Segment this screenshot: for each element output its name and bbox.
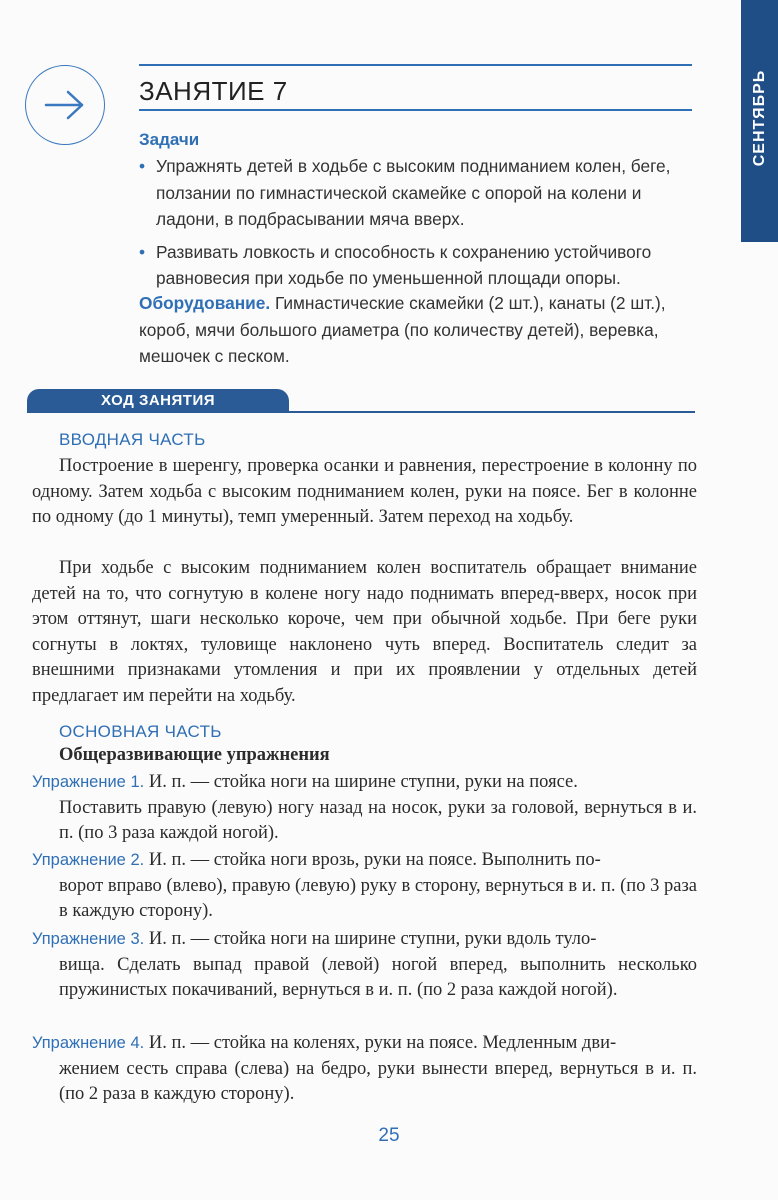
exercise-label: Упражнение 3. bbox=[32, 930, 145, 948]
tasks-list bbox=[139, 153, 699, 298]
title-bottom-rule bbox=[139, 109, 692, 111]
exercise-text-start: И. п. — стойка ноги врозь, руки на поясе. Выполнить по- bbox=[148, 850, 601, 870]
exercise-text-rest: Поставить правую (левую) ногу назад на носок, руки за головой, вернуться в и. п. (по 3 раза каждой ногой). bbox=[59, 797, 697, 843]
task-item: • Развивать ловкость и способность к сохранению устойчивого равновесия при ходьбе по уменьшенной площади опоры. bbox=[139, 239, 699, 292]
intro-paragraph-2: При ходьбе с высоким подниманием колен воспитатель обращает внимание детей на то, что согнутую в колене ногу надо поднимать вперед-вверх, носок при этом оттянут, шаги несколько короче, чем при обычной ходьбе. При беге руки согнуты в локтях, туловище наклонено чуть вперед. Воспитатель следит за внешними признаками утомления и при их проявлении у отдельных детей предлагает им перейти на ходьбу. bbox=[32, 558, 697, 706]
exercise-text-rest: жением сесть справа (слева) на бедро, руки вынести вперед, вернуться в и. п. (по 2 раза в каждую сторону). bbox=[59, 1058, 697, 1104]
month-tab bbox=[741, 0, 778, 242]
main-heading: ОСНОВНАЯ ЧАСТЬ bbox=[59, 722, 222, 741]
task-item: • Упражнять детей в ходьбе с высоким подниманием колен, беге, ползании по гимнастической скамейке с опорой на колени и ладони, в подбрасывании мяча вверх. bbox=[139, 153, 699, 233]
exercise-3 bbox=[32, 927, 697, 1004]
exercises-subheading: Общеразвивающие упражнения bbox=[59, 745, 330, 765]
exercise-label: Упражнение 4. bbox=[32, 1034, 145, 1052]
arrow-right-icon bbox=[44, 90, 86, 120]
intro-heading: ВВОДНАЯ ЧАСТЬ bbox=[59, 430, 206, 449]
equipment-text: Гимнастические скамейки (2 шт.), канаты (2 шт.), короб, мячи большого диаметра (по количеству детей), веревка, мешочек с песком. bbox=[139, 293, 666, 366]
exercise-text-start: И. п. — стойка ноги на ширине ступни, руки на поясе. bbox=[148, 772, 578, 792]
month-tab-label: СЕНТЯБРЬ bbox=[750, 69, 768, 167]
arrow-circle bbox=[25, 65, 105, 145]
section-banner-rule bbox=[27, 411, 695, 413]
exercise-text-start: И. п. — стойка ноги на ширине ступни, руки вдоль туло- bbox=[148, 929, 597, 949]
exercise-2 bbox=[32, 848, 697, 925]
section-banner bbox=[27, 389, 289, 413]
exercise-1 bbox=[32, 770, 697, 847]
exercise-4 bbox=[32, 1031, 697, 1108]
page-number: 25 bbox=[378, 1125, 400, 1146]
equipment-label: Оборудование. bbox=[139, 293, 271, 313]
tasks-heading: Задачи bbox=[139, 130, 200, 149]
exercise-text-rest: ворот вправо (влево), правую (левую) руку в сторону, вернуться в и. п. (по 3 раза в каждую сторону). bbox=[59, 875, 697, 921]
lesson-title: ЗАНЯТИЕ 7 bbox=[139, 76, 288, 106]
exercise-label: Упражнение 1. bbox=[32, 773, 145, 791]
equipment bbox=[139, 290, 699, 370]
intro-paragraph-1: Построение в шеренгу, проверка осанки и равнения, перестроение в колонну по одному. Затем ходьба с высоким подниманием колен, руки на поясе. Бег в колонне по одному (до 1 минуты), темп умеренный. Затем переход на ходьбу. bbox=[32, 456, 697, 527]
section-banner-label: ХОД ЗАНЯТИЯ bbox=[101, 392, 216, 409]
exercise-label: Упражнение 2. bbox=[32, 851, 145, 869]
exercise-text-rest: вища. Сделать выпад правой (левой) ногой вперед, выполнить несколько пружинистых покачиваний, вернуться в и. п. (по 2 раза каждой ногой). bbox=[59, 954, 697, 1000]
exercise-text-start: И. п. — стойка на коленях, руки на поясе. Медленным дви- bbox=[148, 1033, 617, 1053]
title-top-rule bbox=[139, 64, 692, 66]
